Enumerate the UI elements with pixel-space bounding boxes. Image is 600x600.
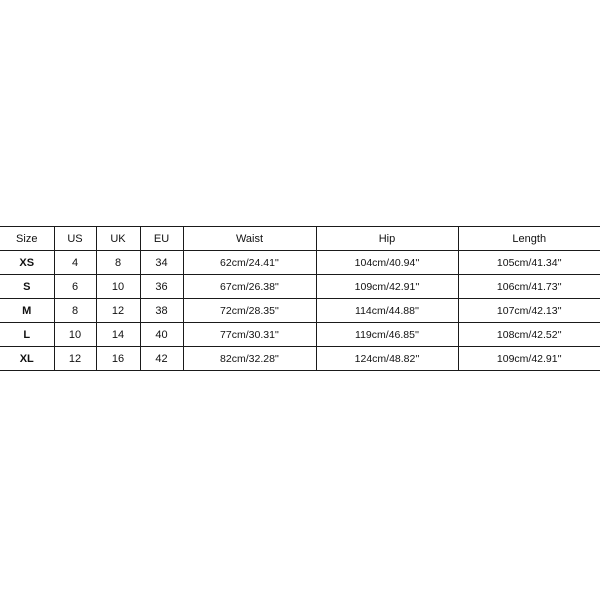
- us-cell: 8: [54, 299, 96, 323]
- uk-cell: 14: [96, 323, 140, 347]
- header-hip: Hip: [316, 227, 458, 251]
- size-chart-table: [0, 226, 600, 371]
- eu-cell: 36: [140, 275, 183, 299]
- table-row: [0, 347, 600, 371]
- header-row: [0, 227, 600, 251]
- hip-cell: 119cm/46.85'': [316, 323, 458, 347]
- uk-cell: 10: [96, 275, 140, 299]
- header-eu: EU: [140, 227, 183, 251]
- header-size: Size: [0, 227, 54, 251]
- us-cell: 12: [54, 347, 96, 371]
- table-row: [0, 323, 600, 347]
- size-cell: XS: [0, 251, 54, 275]
- waist-cell: 77cm/30.31'': [183, 323, 316, 347]
- length-cell: 106cm/41.73'': [458, 275, 600, 299]
- length-cell: 105cm/41.34'': [458, 251, 600, 275]
- size-cell: L: [0, 323, 54, 347]
- eu-cell: 40: [140, 323, 183, 347]
- uk-cell: 12: [96, 299, 140, 323]
- hip-cell: 124cm/48.82'': [316, 347, 458, 371]
- size-cell: M: [0, 299, 54, 323]
- waist-cell: 67cm/26.38'': [183, 275, 316, 299]
- hip-cell: 104cm/40.94'': [316, 251, 458, 275]
- us-cell: 6: [54, 275, 96, 299]
- header-length: Length: [458, 227, 600, 251]
- table-row: [0, 299, 600, 323]
- waist-cell: 72cm/28.35'': [183, 299, 316, 323]
- header-uk: UK: [96, 227, 140, 251]
- length-cell: 109cm/42.91'': [458, 347, 600, 371]
- header-waist: Waist: [183, 227, 316, 251]
- length-cell: 107cm/42.13'': [458, 299, 600, 323]
- length-cell: 108cm/42.52'': [458, 323, 600, 347]
- waist-cell: 62cm/24.41'': [183, 251, 316, 275]
- eu-cell: 34: [140, 251, 183, 275]
- uk-cell: 16: [96, 347, 140, 371]
- us-cell: 10: [54, 323, 96, 347]
- size-cell: S: [0, 275, 54, 299]
- hip-cell: 109cm/42.91'': [316, 275, 458, 299]
- eu-cell: 38: [140, 299, 183, 323]
- hip-cell: 114cm/44.88'': [316, 299, 458, 323]
- eu-cell: 42: [140, 347, 183, 371]
- uk-cell: 8: [96, 251, 140, 275]
- us-cell: 4: [54, 251, 96, 275]
- table-row: [0, 275, 600, 299]
- waist-cell: 82cm/32.28'': [183, 347, 316, 371]
- header-us: US: [54, 227, 96, 251]
- table-row: [0, 251, 600, 275]
- size-cell: XL: [0, 347, 54, 371]
